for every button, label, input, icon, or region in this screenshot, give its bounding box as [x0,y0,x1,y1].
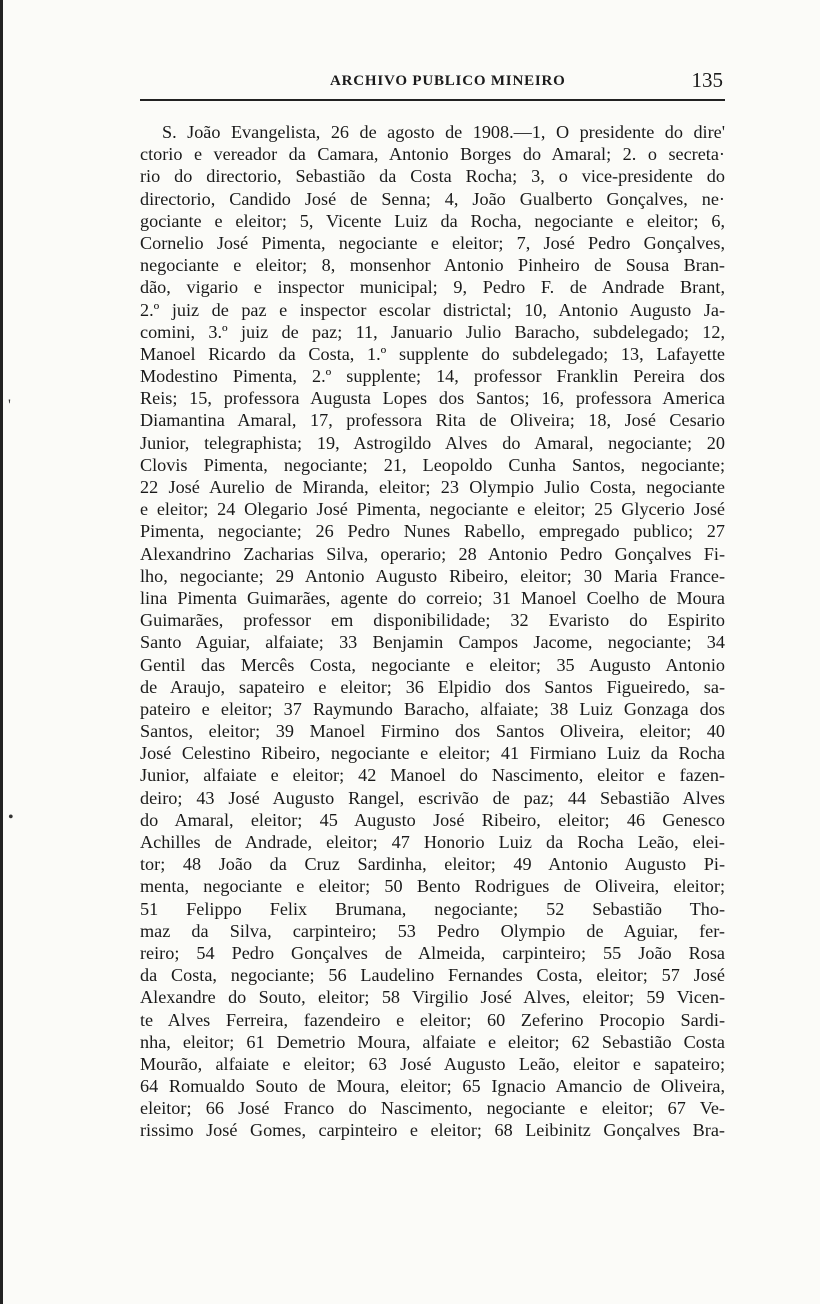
text-line: Manoel Ricardo da Costa, 1.º supplente do subdelegado; 13, Lafayette [140,343,725,364]
text-line: maz da Silva, carpinteiro; 53 Pedro Olympio de Aguiar, fer- [140,920,725,941]
header-divider [140,99,725,101]
text-line: deiro; 43 José Augusto Rangel, escrivão de paz; 44 Sebastião Alves [140,787,725,808]
text-line: Santos, eleitor; 39 Manoel Firmino dos Santos Oliveira, eleitor; 40 [140,721,725,742]
running-title: ARCHIVO PUBLICO MINEIRO [330,73,566,89]
text-line: 2.º juiz de paz e inspector escolar districtal; 10, Antonio Augusto Ja- [140,299,725,320]
text-line: Reis; 15, professora Augusta Lopes dos Santos; 16, professora America [140,388,725,409]
margin-mark: ' [8,397,11,414]
text-line: lina Pimenta Guimarães, agente do correio; 31 Manoel Coelho de Moura [140,587,725,608]
text-line: nha, eleitor; 61 Demetrio Moura, alfaiate e eleitor; 62 Sebastião Costa [140,1031,725,1052]
text-line: te Alves Ferreira, fazendeiro e eleitor; 60 Zeferino Procopio Sardi- [140,1009,725,1030]
text-line: Junior, alfaiate e eleitor; 42 Manoel do Nascimento, eleitor e fazen- [140,765,725,786]
text-line: ctorio e vereador da Camara, Antonio Borges do Amaral; 2. o secreta· [140,144,725,165]
text-line: negociante e eleitor; 8, monsenhor Antonio Pinheiro de Sousa Bran- [140,255,725,276]
text-line: Junior, telegraphista; 19, Astrogildo Alves do Amaral, negociante; 20 [140,432,725,453]
text-line: S. João Evangelista, 26 de agosto de 1908.—1, O presidente do dire' [162,122,725,142]
text-line: rissimo José Gomes, carpinteiro e eleitor; 68 Leibinitz Gonçalves Bra- [140,1120,725,1141]
running-header [140,68,725,96]
text-line: tor; 48 João da Cruz Sardinha, eleitor; 49 Antonio Augusto Pi- [140,854,725,875]
text-line: de Araujo, sapateiro e eleitor; 36 Elpidio dos Santos Figueiredo, sa- [140,676,725,697]
text-line: reiro; 54 Pedro Gonçalves de Almeida, carpinteiro; 55 João Rosa [140,942,725,963]
text-line: Mourão, alfaiate e eleitor; 63 José Augusto Leão, eleitor e sapateiro; [140,1053,725,1074]
text-line: directorio, Candido José de Senna; 4, João Gualberto Gonçalves, ne· [140,188,725,209]
text-line: rio do directorio, Sebastião da Costa Rocha; 3, o vice-presidente do [140,166,725,187]
body-text [140,121,725,1142]
text-line: menta, negociante e eleitor; 50 Bento Rodrigues de Oliveira, eleitor; [140,876,725,897]
text-line: 64 Romualdo Souto de Moura, eleitor; 65 Ignacio Amancio de Oliveira, [140,1076,725,1097]
text-line: Gentil das Mercês Costa, negociante e eleitor; 35 Augusto Antonio [140,654,725,675]
text-line: Guimarães, professor em disponibilidade; 32 Evaristo do Espirito [140,610,725,631]
text-line: Santo Aguiar, alfaiate; 33 Benjamin Campos Jacome, negociante; 34 [140,632,725,653]
text-line: eleitor; 66 José Franco do Nascimento, negociante e eleitor; 67 Ve- [140,1098,725,1119]
text-line: 22 José Aurelio de Miranda, eleitor; 23 Olympio Julio Costa, negociante [140,477,725,497]
text-line: Pimenta, negociante; 26 Pedro Nunes Rabello, empregado publico; 27 [140,521,725,542]
text-line: comini, 3.º juiz de paz; 11, Januario Julio Baracho, subdelegado; 12, [140,321,725,342]
text-line: da Costa, negociante; 56 Laudelino Fernandes Costa, eleitor; 57 José [140,965,725,986]
text-line: lho, negociante; 29 Antonio Augusto Ribeiro, eleitor; 30 Maria France- [140,565,725,586]
text-line: Achilles de Andrade, eleitor; 47 Honorio Luiz da Rocha Leão, elei- [140,832,725,852]
text-line: dão, vigario e inspector municipal; 9, Pedro F. de Andrade Brant, [140,277,725,298]
text-line: e eleitor; 24 Olegario José Pimenta, negociante e eleitor; 25 Glycerio José [140,499,725,520]
page-number: 135 [691,68,723,92]
text-line: gociante e eleitor; 5, Vicente Luiz da Rocha, negociante e eleitor; 6, [140,210,725,231]
text-line: Clovis Pimenta, negociante; 21, Leopoldo Cunha Santos, negociante; [140,454,725,475]
text-line: Alexandrino Zacharias Silva, operario; 28 Antonio Pedro Gonçalves Fi- [140,543,725,564]
margin-mark: • [8,809,14,826]
text-line: do Amaral, eleitor; 45 Augusto José Ribeiro, eleitor; 46 Genesco [140,809,725,830]
scan-left-edge [0,0,3,1304]
text-line: Modestino Pimenta, 2.º supplente; 14, professor Franklin Pereira dos [140,366,725,387]
text-line: 51 Felippo Felix Brumana, negociante; 52 Sebastião Tho- [140,898,725,919]
text-line: pateiro e eleitor; 37 Raymundo Baracho, alfaiate; 38 Luiz Gonzaga dos [140,698,725,719]
text-line: Diamantina Amaral, 17, professora Rita de Oliveira; 18, José Cesario [140,410,725,431]
text-line: Alexandre do Souto, eleitor; 58 Virgilio José Alves, eleitor; 59 Vicen- [140,987,725,1008]
text-line: Cornelio José Pimenta, negociante e eleitor; 7, José Pedro Gonçalves, [140,232,725,253]
text-line: José Celestino Ribeiro, negociante e eleitor; 41 Firmiano Luiz da Rocha [140,743,725,764]
